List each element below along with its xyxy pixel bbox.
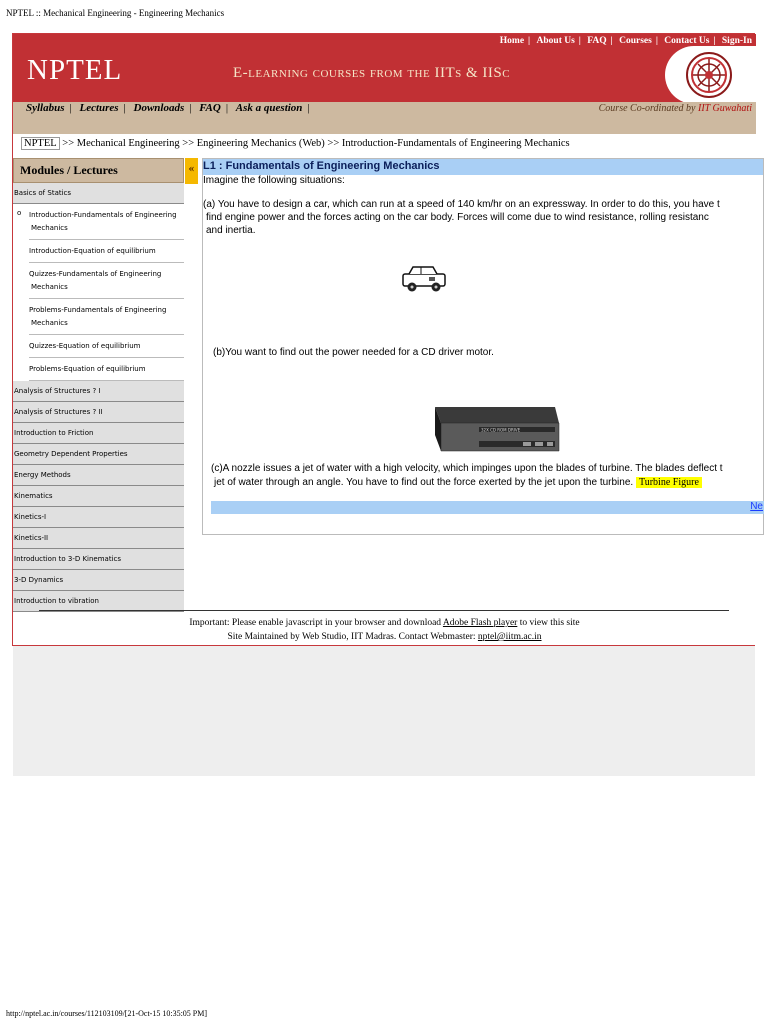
top-link-contact[interactable]: Contact Us	[664, 36, 710, 46]
sidebar-lecture-item[interactable]: Problems-Equation of equilibrium	[29, 358, 184, 381]
paragraph-c-line2-text: jet of water through an angle. You have to find out the force exerted by the jet upon the turbine.	[214, 477, 634, 488]
sidebar-section[interactable]: Introduction to Friction	[13, 423, 184, 444]
footer-line1-suffix: to view this site	[519, 618, 580, 628]
turbine-figure-link[interactable]: Turbine Figure	[636, 477, 702, 488]
modules-sidebar	[13, 158, 184, 612]
sidebar-section[interactable]: Introduction to 3-D Kinematics	[13, 549, 184, 570]
lesson-title: L1 : Fundamentals of Engineering Mechanics	[203, 159, 763, 175]
sidebar-lecture-item[interactable]: Quizzes-Fundamentals of Engineering Mechanics	[29, 263, 184, 299]
sidebar-lecture-item[interactable]: Problems-Fundamentals of Engineering Mechanics	[29, 299, 184, 335]
iit-emblem-icon	[685, 51, 733, 99]
sidebar-section[interactable]: Analysis of Structures ? II	[13, 402, 184, 423]
sidebar-collapse-button[interactable]: «	[185, 158, 198, 184]
course-coordinator	[599, 103, 752, 114]
next-link[interactable]: Ne	[750, 501, 763, 512]
breadcrumb-path: >> Mechanical Engineering >> Engineering Mechanics (Web) >> Introduction-Fundamentals of Engineering Mechanics	[62, 138, 570, 149]
top-link-signin[interactable]: Sign-In	[721, 36, 752, 46]
paragraph-c-line2	[214, 476, 702, 490]
sidebar-section[interactable]: Introduction to vibration	[13, 591, 184, 612]
breadcrumb	[21, 138, 570, 149]
flash-player-link[interactable]: Adobe Flash player	[442, 618, 518, 628]
course-nav-links: Syllabus | Lectures | Downloads | FAQ | Ask a question |	[23, 102, 312, 114]
sidebar-section[interactable]: Kinematics	[13, 486, 184, 507]
browser-footer-url: http://nptel.ac.in/courses/112103109/[21-Oct-15 10:35:05 PM]	[6, 1009, 208, 1018]
nav-ask-question[interactable]: Ask a question	[235, 102, 303, 114]
footer-line-2	[13, 632, 756, 642]
nav-lectures[interactable]: Lectures	[79, 102, 119, 114]
sidebar-section[interactable]: Geometry Dependent Properties	[13, 444, 184, 465]
sidebar-lecture-item[interactable]: o Introduction-Fundamentals of Engineering Mechanics	[29, 204, 184, 240]
footer-divider	[39, 610, 729, 611]
course-navbar	[13, 102, 756, 134]
webmaster-email-link[interactable]: nptel@iitm.ac.in	[477, 632, 542, 642]
cd-drive-image	[435, 403, 561, 453]
cd-drive-label: 32X CD ROM DRIVE	[481, 427, 521, 433]
paragraph-a-line2: find engine power and the forces acting on the car body. Forces will come due to wind resistance, rolling resistanc	[206, 212, 709, 223]
sidebar-section[interactable]: 3-D Dynamics	[13, 570, 184, 591]
sidebar-heading: Modules / Lectures	[13, 158, 184, 183]
top-link-home[interactable]: Home	[499, 36, 525, 46]
top-links: Home | About Us | FAQ | Courses | Contact Us | Sign-In	[496, 36, 756, 46]
sidebar-lecture-item[interactable]: Quizzes-Equation of equilibrium	[29, 335, 184, 358]
nav-downloads[interactable]: Downloads	[133, 102, 185, 114]
paragraph-a-line1: (a) You have to design a car, which can run at a speed of 140 km/hr on an expressway. In order to do this, you have t	[203, 199, 720, 210]
coordinator-prefix: Course Co-ordinated by	[598, 103, 696, 114]
emblem-badge	[665, 46, 757, 104]
nptel-logo[interactable]: NPTEL	[27, 54, 123, 86]
lesson-intro: Imagine the following situations:	[203, 175, 345, 186]
nav-syllabus[interactable]: Syllabus	[26, 102, 65, 114]
sidebar-section[interactable]: Kinetics-II	[13, 528, 184, 549]
sidebar-section[interactable]: Kinetics-I	[13, 507, 184, 528]
sidebar-submenu	[13, 204, 184, 381]
paragraph-c-line1: (c)A nozzle issues a jet of water with a high velocity, which impinges upon the blades of turbine. The blades deflect t	[211, 463, 723, 474]
header-tagline: E-learning courses from the IITs & IISc	[233, 65, 511, 81]
sidebar-lecture-item[interactable]: Introduction-Equation of equilibrium	[29, 240, 184, 263]
paragraph-a-line3: and inertia.	[206, 225, 256, 236]
sidebar-section-basics-of-statics[interactable]: Basics of Statics	[13, 183, 184, 204]
browser-page-title: NPTEL :: Mechanical Engineering - Engineering Mechanics	[6, 8, 225, 18]
page-background-panel	[13, 646, 755, 776]
footer-line1-prefix: Important: Please enable javascript in your browser and download	[189, 618, 442, 628]
lesson-nav-strip	[211, 501, 764, 514]
lesson-content	[202, 158, 764, 535]
car-image	[399, 264, 451, 294]
footer-line2-prefix: Site Maintained by Web Studio, IIT Madras. Contact Webmaster:	[227, 632, 476, 642]
header-banner	[13, 34, 756, 102]
sidebar-section[interactable]: Analysis of Structures ? I	[13, 381, 184, 402]
site-frame	[12, 33, 763, 646]
sidebar-section[interactable]: Energy Methods	[13, 465, 184, 486]
top-link-courses[interactable]: Courses	[619, 36, 652, 46]
nav-faq[interactable]: FAQ	[199, 102, 221, 114]
top-link-faq[interactable]: FAQ	[587, 36, 607, 46]
top-link-about[interactable]: About Us	[536, 36, 575, 46]
coordinator-link[interactable]: IIT Guwahati	[698, 103, 752, 114]
footer-line-1	[13, 618, 756, 628]
breadcrumb-home[interactable]: NPTEL	[21, 137, 60, 150]
paragraph-b: (b)You want to find out the power needed for a CD driver motor.	[213, 347, 494, 358]
